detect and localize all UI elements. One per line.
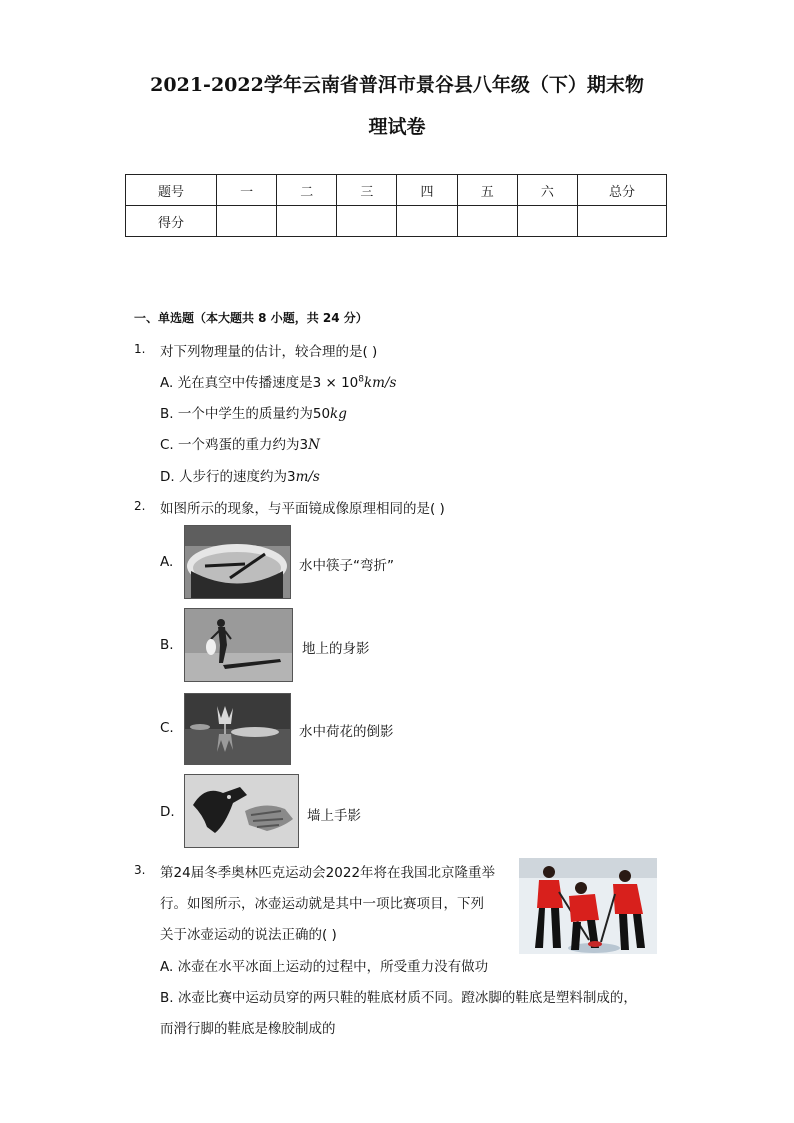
score-header-cell: 一 [217, 175, 277, 206]
q3-option-b-continued: 而滑行脚的鞋底是橡胶制成的 [160, 1021, 336, 1037]
question-stem-line1: 第24届冬季奥林匹克运动会2022年将在我国北京隆重举 [160, 865, 496, 881]
score-header-cell: 二 [277, 175, 337, 206]
score-header-cell: 总分 [578, 175, 667, 206]
question-stem-line2: 行。如图所示，冰壶运动就是其中一项比赛项目，下列 [160, 896, 484, 912]
score-table-score-row [126, 206, 667, 237]
score-header-cell: 五 [457, 175, 517, 206]
question-number: 2. [134, 499, 146, 513]
score-table [125, 174, 667, 237]
option-unit: kg [330, 406, 347, 422]
q2-option-b-letter: B. [160, 637, 174, 653]
question-stem: 对下列物理量的估计，较合理的是( ) [160, 344, 378, 360]
score-cell [217, 206, 277, 237]
document-title-line2: 理试卷 [368, 116, 426, 138]
option-text: 一个中学生的质量约为50 [177, 406, 331, 422]
score-row-label: 得分 [126, 206, 217, 237]
option-exponent: 8 [358, 374, 364, 385]
score-cell [277, 206, 337, 237]
option-text: 冰壶在水平冰面上运动的过程中，所受重力没有做功 [177, 959, 489, 975]
score-cell [397, 206, 457, 237]
hand-shadow-photo [184, 774, 299, 848]
score-header-cell: 三 [337, 175, 397, 206]
question-number: 1. [134, 342, 146, 356]
q1-option-d [160, 465, 320, 485]
q1-option-b [160, 402, 347, 422]
curling-athletes-photo [519, 858, 657, 954]
document-title-line1: 2021-2022学年云南省普洱市景谷县八年级（下）期末物 [150, 74, 644, 96]
option-letter: B. [160, 406, 174, 422]
option-letter: C. [160, 437, 174, 453]
score-cell [517, 206, 577, 237]
q2-option-d-letter: D. [160, 804, 175, 820]
q1-option-a [160, 371, 396, 391]
q3-option-b [160, 986, 637, 1006]
score-cell [457, 206, 517, 237]
q1-option-c [160, 433, 320, 453]
score-header-cell: 六 [517, 175, 577, 206]
option-text: 人步行的速度约为3 [178, 469, 296, 485]
score-table-header-row [126, 175, 667, 206]
option-text: 一个鸡蛋的重力约为3 [178, 437, 309, 453]
shadow-on-ground-photo [184, 608, 293, 682]
option-letter: D. [160, 469, 175, 485]
score-header-cell: 四 [397, 175, 457, 206]
option-text: 光在真空中传播速度是3 × 10 [177, 375, 359, 391]
option-text: 水中筷子“弯折” [299, 558, 394, 574]
q3-option-a [160, 955, 488, 975]
option-text: 墙上手影 [307, 808, 361, 824]
score-cell [337, 206, 397, 237]
lotus-reflection-photo [184, 693, 291, 765]
option-letter: B. [160, 990, 174, 1006]
question-stem-line3: 关于冰壶运动的说法正确的( ) [160, 927, 337, 943]
q2-option-c-letter: C. [160, 720, 174, 736]
question-stem: 如图所示的现象，与平面镜成像原理相同的是( ) [160, 501, 445, 517]
option-unit: N [308, 437, 320, 453]
option-text: 冰壶比赛中运动员穿的两只鞋的鞋底材质不同。蹬冰脚的鞋底是塑料制成的， [177, 990, 637, 1006]
chopsticks-in-water-photo [184, 525, 291, 599]
option-text: 水中荷花的倒影 [299, 724, 394, 740]
question-number: 3. [134, 863, 146, 877]
q2-option-a-letter: A. [160, 554, 174, 570]
option-letter: A. [160, 375, 174, 391]
option-unit: km/s [364, 375, 397, 391]
option-unit: m/s [295, 469, 320, 485]
option-letter: A. [160, 959, 174, 975]
option-text: 地上的身影 [302, 641, 370, 657]
score-header-cell: 题号 [126, 175, 217, 206]
section-heading: 一、单选题（本大题共 8 小题，共 24 分） [134, 311, 368, 325]
score-cell [578, 206, 667, 237]
